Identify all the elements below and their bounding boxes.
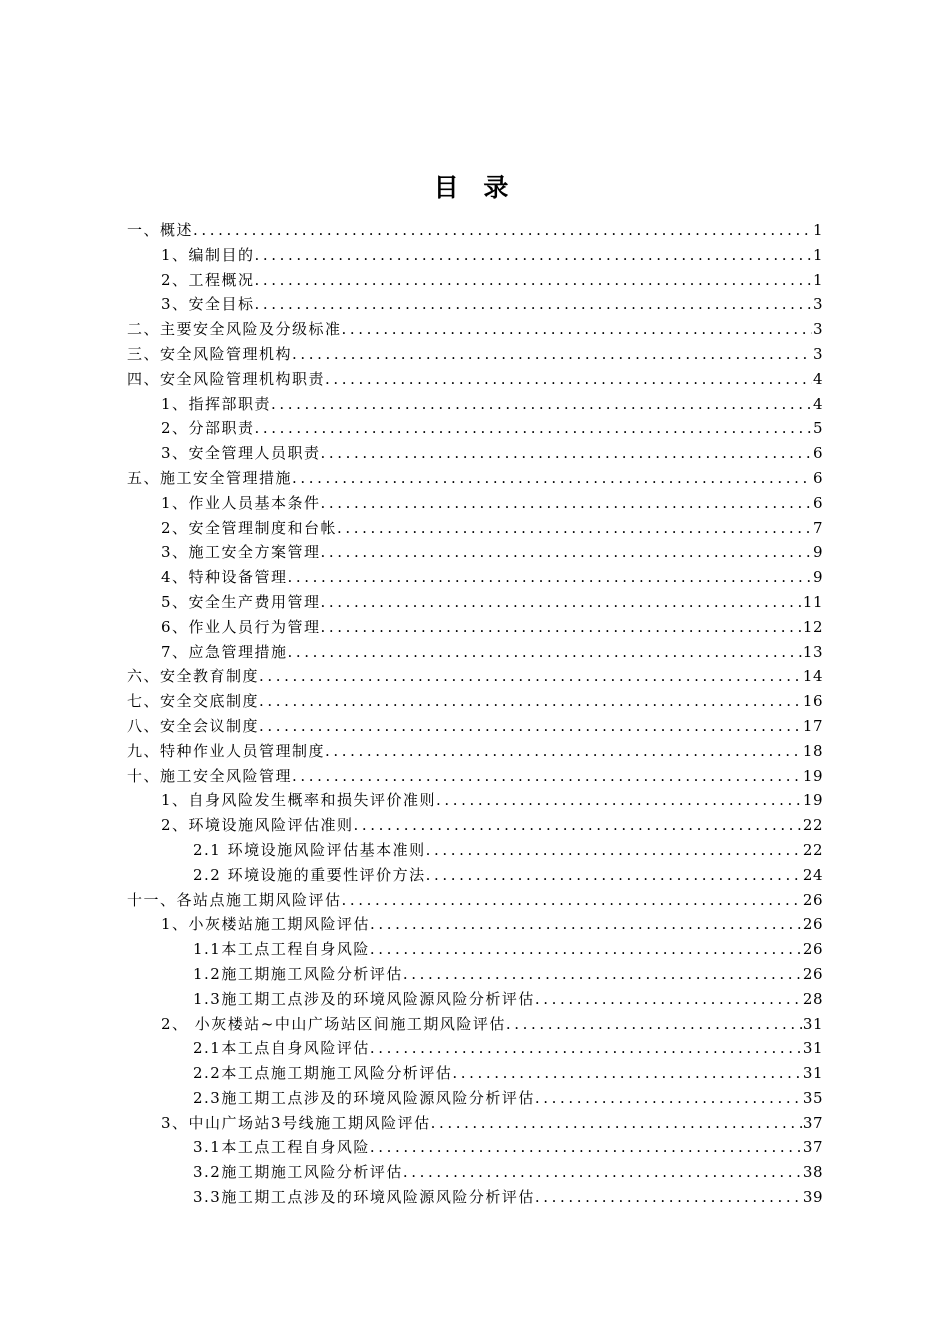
- toc-entry-label: 4、特种设备管理: [161, 568, 288, 587]
- toc-entry-page-number: 31: [802, 1039, 823, 1058]
- toc-entry-label: 3.1本工点工程自身风险: [193, 1138, 370, 1157]
- toc-entry[interactable]: [127, 491, 823, 516]
- toc-entry-label: 3、安全管理人员职责: [161, 444, 321, 463]
- toc-entry-page-number: 6: [812, 468, 823, 487]
- toc-entry-page-number: 4: [812, 369, 823, 388]
- toc-entry-page-number: 16: [802, 692, 823, 711]
- toc-entry[interactable]: [127, 243, 823, 268]
- toc-leader-dots: [321, 491, 812, 516]
- toc-entry-label: 1、自身风险发生概率和损失评价准则: [161, 791, 437, 810]
- toc-leader-dots: [321, 441, 812, 466]
- toc-entry[interactable]: [127, 367, 823, 392]
- toc-leader-dots: [288, 640, 802, 665]
- toc-entry-page-number: 26: [802, 940, 823, 959]
- toc-leader-dots: [292, 342, 812, 367]
- toc-entry-page-number: 26: [802, 890, 823, 909]
- toc-leader-dots: [426, 863, 802, 888]
- toc-entry[interactable]: [127, 788, 823, 813]
- toc-leader-dots: [321, 590, 802, 615]
- toc-leader-dots: [370, 1036, 802, 1061]
- toc-entry-page-number: 6: [812, 444, 823, 463]
- toc-leader-dots: [288, 565, 812, 590]
- toc-entry-label: 1、作业人员基本条件: [161, 493, 321, 512]
- toc-leader-dots: [292, 466, 812, 491]
- toc-leader-dots: [259, 664, 802, 689]
- toc-entry[interactable]: [127, 317, 823, 342]
- toc-entry[interactable]: [127, 1061, 823, 1086]
- toc-entry-label: 3.2施工期施工风险分析评估: [193, 1163, 403, 1182]
- toc-entry-page-number: 38: [802, 1163, 823, 1182]
- toc-leader-dots: [535, 987, 802, 1012]
- toc-entry-label: 2.2本工点施工期施工风险分析评估: [193, 1064, 453, 1083]
- toc-leader-dots: [255, 243, 812, 268]
- toc-leader-dots: [259, 689, 802, 714]
- toc-entry[interactable]: [127, 466, 823, 491]
- toc-entry[interactable]: [127, 1185, 823, 1210]
- toc-entry[interactable]: [127, 912, 823, 937]
- toc-entry[interactable]: [127, 218, 823, 243]
- toc-leader-dots: [292, 764, 802, 789]
- toc-entry-label: 7、应急管理措施: [161, 642, 288, 661]
- toc-leader-dots: [506, 1012, 802, 1037]
- toc-entry-page-number: 6: [812, 493, 823, 512]
- toc-entry[interactable]: [127, 1135, 823, 1160]
- toc-entry-label: 3、施工安全方案管理: [161, 543, 321, 562]
- toc-entry[interactable]: [127, 764, 823, 789]
- toc-entry[interactable]: [127, 1036, 823, 1061]
- toc-entry-label: 5、安全生产费用管理: [161, 592, 321, 611]
- toc-entry-page-number: 28: [802, 989, 823, 1008]
- toc-entry-label: 3、中山广场站3号线施工期风险评估: [161, 1113, 431, 1132]
- toc-entry[interactable]: [127, 689, 823, 714]
- toc-entry-page-number: 4: [812, 394, 823, 413]
- toc-leader-dots: [535, 1185, 802, 1210]
- toc-entry-page-number: 22: [802, 816, 823, 835]
- toc-entry-label: 2、分部职责: [161, 419, 255, 438]
- toc-entry-label: 1、指挥部职责: [161, 394, 272, 413]
- toc-entry-label: 四、安全风险管理机构职责: [127, 369, 326, 388]
- toc-entry[interactable]: [127, 268, 823, 293]
- toc-entry-label: 二、主要安全风险及分级标准: [127, 320, 342, 339]
- toc-entry[interactable]: [127, 392, 823, 417]
- toc-entry-label: 2、环境设施风险评估准则: [161, 816, 354, 835]
- toc-entry[interactable]: [127, 1012, 823, 1037]
- toc-leader-dots: [370, 912, 802, 937]
- toc-entry-label: 一、概述: [127, 221, 194, 239]
- toc-entry-page-number: 24: [802, 865, 823, 884]
- toc-entry-label: 八、安全会议制度: [127, 716, 260, 735]
- toc-entry[interactable]: [127, 640, 823, 665]
- toc-entry-page-number: 31: [802, 1014, 823, 1033]
- toc-entry-page-number: 9: [812, 543, 823, 562]
- toc-entry[interactable]: [127, 1111, 823, 1136]
- toc-entry-page-number: 26: [802, 964, 823, 983]
- toc-entry-label: 2.1 环境设施风险评估基本准则: [193, 840, 426, 859]
- toc-leader-dots: [403, 962, 802, 987]
- toc-leader-dots: [325, 739, 802, 764]
- toc-entry-label: 6、作业人员行为管理: [161, 617, 321, 636]
- toc-entry[interactable]: [127, 937, 823, 962]
- toc-leader-dots: [431, 1111, 802, 1136]
- toc-leader-dots: [403, 1160, 802, 1185]
- toc-entry-page-number: 1: [812, 270, 823, 289]
- toc-entry-label: 1、编制目的: [161, 245, 255, 264]
- toc-entry[interactable]: [127, 863, 823, 888]
- toc-leader-dots: [342, 888, 802, 913]
- toc-leader-dots: [255, 292, 812, 317]
- toc-entry-page-number: 3: [812, 295, 823, 314]
- toc-leader-dots: [342, 317, 812, 342]
- toc-entry[interactable]: [127, 565, 823, 590]
- toc-entry-page-number: 14: [802, 667, 823, 686]
- toc-entry-page-number: 31: [802, 1064, 823, 1083]
- toc-entry-page-number: 7: [812, 518, 823, 537]
- toc-entry-page-number: 17: [802, 716, 823, 735]
- toc-entry-page-number: 35: [802, 1088, 823, 1107]
- toc-entry[interactable]: [127, 516, 823, 541]
- toc-entry[interactable]: [127, 342, 823, 367]
- toc-entry-page-number: 1: [812, 245, 823, 264]
- toc-leader-dots: [436, 788, 802, 813]
- toc-entry-page-number: 19: [802, 766, 823, 785]
- toc-entry-label: 1.3施工期工点涉及的环境风险源风险分析评估: [193, 989, 535, 1008]
- toc-entry[interactable]: [127, 888, 823, 913]
- toc-entry[interactable]: [127, 615, 823, 640]
- toc-entry-label: 十一、各站点施工期风险评估: [127, 890, 342, 909]
- toc-entry-label: 九、特种作业人员管理制度: [127, 741, 326, 760]
- toc-entry-label: 五、施工安全管理措施: [127, 468, 293, 487]
- toc-entry-label: 2、 小灰楼站~中山广场站区间施工期风险评估: [161, 1014, 506, 1033]
- toc-entry-label: 十、施工安全风险管理: [127, 766, 293, 785]
- toc-entry-page-number: 3: [812, 320, 823, 339]
- toc-entry[interactable]: [127, 714, 823, 739]
- toc-entry[interactable]: [127, 540, 823, 565]
- toc-entry-page-number: 11: [802, 592, 823, 611]
- toc-entry-label: 1.1本工点工程自身风险: [193, 940, 370, 959]
- toc-entry[interactable]: [127, 590, 823, 615]
- toc-entry-page-number: 1: [812, 221, 823, 239]
- toc-entry[interactable]: [127, 962, 823, 987]
- toc-entry-page-number: 26: [802, 915, 823, 934]
- toc-entry-page-number: 9: [812, 568, 823, 587]
- toc-entry-label: 1.2施工期施工风险分析评估: [193, 964, 403, 983]
- toc-entry-label: 3、安全目标: [161, 295, 255, 314]
- toc-entry-label: 六、安全教育制度: [127, 667, 260, 686]
- toc-entry-label: 2.3施工期工点涉及的环境风险源风险分析评估: [193, 1088, 535, 1107]
- page-title: 目 录: [433, 173, 517, 202]
- toc-leader-dots: [337, 516, 812, 541]
- toc-entry-label: 三、安全风险管理机构: [127, 344, 293, 363]
- toc-entry-label: 3.3施工期工点涉及的环境风险源风险分析评估: [193, 1188, 535, 1207]
- toc-entry-label: 1、小灰楼站施工期风险评估: [161, 915, 371, 934]
- toc-entry[interactable]: [127, 838, 823, 863]
- toc-entry-page-number: 5: [812, 419, 823, 438]
- toc-leader-dots: [255, 268, 812, 293]
- toc-leader-dots: [370, 937, 802, 962]
- toc-entry[interactable]: [127, 739, 823, 764]
- toc-entry-page-number: 13: [802, 642, 823, 661]
- toc-entry-label: 2、工程概况: [161, 270, 255, 289]
- toc-entry[interactable]: [127, 416, 823, 441]
- toc-entry-page-number: 39: [802, 1188, 823, 1207]
- toc-entry[interactable]: [127, 1160, 823, 1185]
- toc-entry-page-number: 3: [812, 344, 823, 363]
- toc-leader-dots: [325, 367, 812, 392]
- toc-leader-dots: [370, 1135, 802, 1160]
- toc-entry[interactable]: [127, 813, 823, 838]
- toc-entry-page-number: 22: [802, 840, 823, 859]
- toc-entry[interactable]: [127, 1086, 823, 1111]
- toc-leader-dots: [321, 615, 802, 640]
- toc-entry[interactable]: [127, 664, 823, 689]
- toc-entry-page-number: 37: [802, 1113, 823, 1132]
- toc-leader-dots: [255, 416, 812, 441]
- toc-leader-dots: [271, 392, 812, 417]
- toc-entry-page-number: 12: [802, 617, 823, 636]
- toc-leader-dots: [321, 540, 812, 565]
- table-of-contents: [127, 218, 823, 1210]
- toc-leader-dots: [259, 714, 802, 739]
- toc-leader-dots: [426, 838, 802, 863]
- toc-entry[interactable]: [127, 441, 823, 466]
- toc-entry-page-number: 18: [802, 741, 823, 760]
- toc-entry-label: 2.2 环境设施的重要性评价方法: [193, 865, 426, 884]
- toc-entry-page-number: 19: [802, 791, 823, 810]
- toc-entry-label: 2、安全管理制度和台帐: [161, 518, 338, 537]
- toc-entry-label: 2.1本工点自身风险评估: [193, 1039, 370, 1058]
- toc-entry[interactable]: [127, 292, 823, 317]
- toc-entry-label: 七、安全交底制度: [127, 692, 260, 711]
- toc-leader-dots: [535, 1086, 802, 1111]
- toc-leader-dots: [452, 1061, 802, 1086]
- toc-leader-dots: [354, 813, 802, 838]
- toc-entry[interactable]: [127, 987, 823, 1012]
- toc-leader-dots: [193, 218, 812, 243]
- toc-entry-page-number: 37: [802, 1138, 823, 1157]
